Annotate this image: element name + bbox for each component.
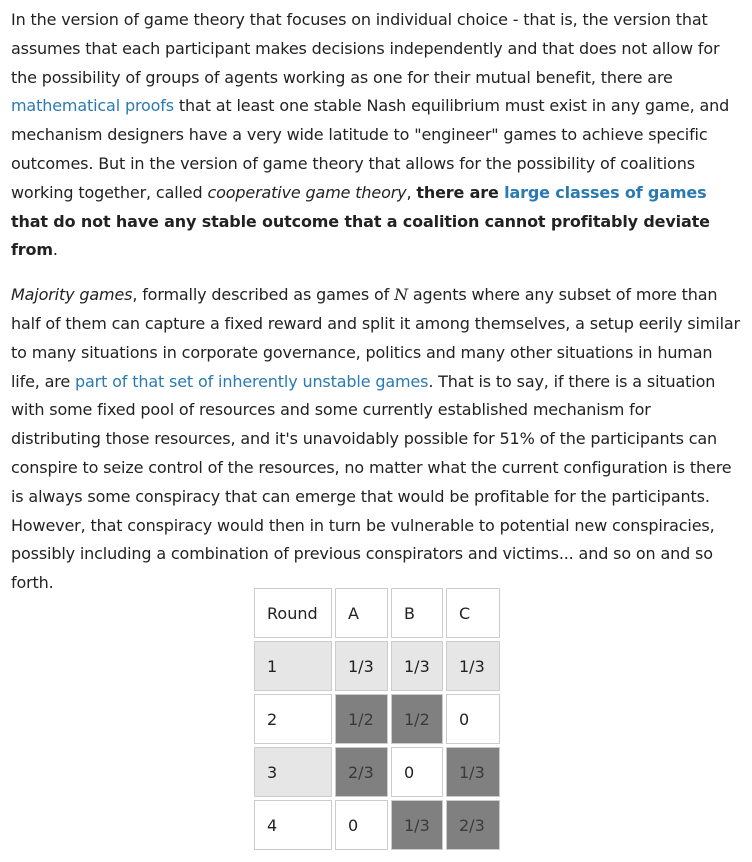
paragraph-cooperative-game-theory — [11, 6, 741, 265]
round-cell: 1 — [254, 641, 332, 691]
share-cell-conspirator: 1/3 — [391, 800, 443, 850]
text: . That is to say, if there is a situation with some fixed pool of resources and some currently established mechanism for distributing those resources, and it's unavoidably possible for 51% of the participants can conspire to seize control of the resources, no matter what the current configuration is there is always some conspiracy that can emerge that would be profitable for the participants. However, that conspiracy would then in turn be vulnerable to potential new conspiracies, possibly including a combination of previous conspirators and victims... and so on and so forth. — [11, 371, 732, 593]
table-header-row — [254, 588, 500, 638]
share-cell: 0 — [335, 800, 388, 850]
conspiracy-rounds-table — [251, 585, 503, 853]
share-cell: 0 — [446, 694, 500, 744]
table-row — [254, 694, 500, 744]
round-cell: 4 — [254, 800, 332, 850]
text: that at least one stable Nash equilibrium must exist in any game, and mechanism designers have a very wide latitude to "engineer" games to achieve specific outcomes. But in the version of game theory that allows for the possibility of coalitions working together, called — [11, 96, 730, 202]
round-cell: 3 — [254, 747, 332, 797]
link-mathematical-proofs[interactable]: mathematical proofs — [11, 96, 174, 116]
text: . — [52, 240, 58, 260]
link-large-classes-of-games[interactable]: large classes of games — [504, 182, 707, 202]
bold-text: there are — [416, 182, 505, 202]
text: , — [406, 182, 417, 202]
share-cell-conspirator: 1/3 — [446, 747, 500, 797]
article-body — [11, 6, 741, 598]
share-cell: 1/3 — [335, 641, 388, 691]
paragraph-majority-games — [11, 281, 741, 598]
text: In the version of game theory that focuses on individual choice - that is, the version that assumes that each participant makes decisions independently and that does not allow for the possibility of groups of agents working as one for their mutual benefit, there are — [11, 10, 720, 87]
table-row — [254, 747, 500, 797]
share-cell-conspirator: 1/2 — [391, 694, 443, 744]
text: , formally described as games of — [132, 285, 395, 305]
round-cell: 2 — [254, 694, 332, 744]
emphasis-majority-games: Majority games — [11, 285, 133, 305]
link-unstable-games[interactable]: part of that set of inherently unstable games — [75, 371, 429, 391]
text: agents where any subset of more than half of them can capture a fixed reward and split it among themselves, a setup eerily similar to many situations in corporate governance, politics and many other situations in human life, are — [11, 285, 740, 391]
share-cell-conspirator: 2/3 — [335, 747, 388, 797]
emphasis-cooperative-game-theory: cooperative game theory — [207, 182, 407, 202]
share-cell: 0 — [391, 747, 443, 797]
share-cell: 1/3 — [446, 641, 500, 691]
share-cell-conspirator: 1/2 — [335, 694, 388, 744]
header-a: A — [335, 588, 388, 638]
header-round: Round — [254, 588, 332, 638]
table-row — [254, 800, 500, 850]
header-b: B — [391, 588, 443, 638]
math-variable-n: N — [394, 285, 408, 305]
bold-text: that do not have any stable outcome that a coalition cannot profitably deviate from — [11, 211, 710, 260]
share-cell-conspirator: 2/3 — [446, 800, 500, 850]
table-row — [254, 641, 500, 691]
share-cell: 1/3 — [391, 641, 443, 691]
header-c: C — [446, 588, 500, 638]
